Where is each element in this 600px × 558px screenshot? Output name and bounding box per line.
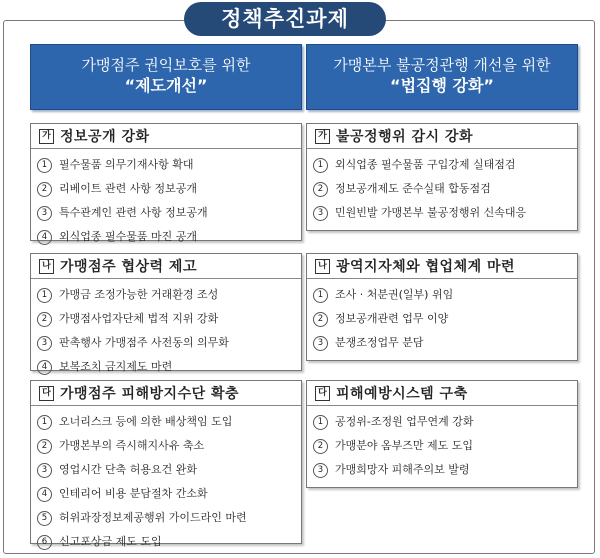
right-header — [306, 44, 578, 110]
circled-number: 3 — [37, 463, 52, 478]
circled-number: 4 — [37, 360, 52, 375]
section-head — [31, 381, 301, 406]
page-title: 정책추진과제 — [184, 2, 386, 36]
item-text: 판촉행사 가맹점주 사전동의 의무화 — [59, 336, 229, 349]
list-item — [37, 410, 301, 434]
list-item — [37, 458, 301, 482]
item-list — [307, 406, 577, 482]
item-list — [31, 279, 301, 379]
item-text: 가맹점사업자단체 법적 지위 강화 — [59, 312, 219, 325]
list-item — [313, 434, 577, 458]
item-text: 필수물품 의무기재사항 확대 — [59, 158, 194, 171]
item-text: 보복조치 금지제도 마련 — [59, 360, 173, 373]
item-text: 오너리스크 등에 의한 배상책임 도입 — [59, 415, 233, 428]
item-text: 영업시간 단축 허용요건 완화 — [59, 463, 198, 476]
list-item — [37, 153, 301, 177]
item-text: 신고포상금 제도 도입 — [59, 535, 162, 548]
item-list — [307, 149, 577, 225]
left-header — [30, 44, 302, 110]
circled-number: 1 — [37, 288, 52, 303]
left-section-ga — [30, 123, 302, 241]
section-head — [307, 254, 577, 279]
left-header-line2: “제도개선” — [124, 76, 208, 95]
right-section-na — [306, 253, 578, 361]
section-badge: 가 — [39, 129, 54, 144]
list-item — [313, 307, 577, 331]
circled-number: 3 — [37, 336, 52, 351]
list-item — [37, 331, 301, 355]
list-item — [37, 201, 301, 225]
circled-number: 1 — [37, 158, 52, 173]
circled-number: 2 — [313, 439, 328, 454]
circled-number: 2 — [313, 312, 328, 327]
list-item — [37, 283, 301, 307]
item-text: 가맹분야 옴부즈만 제도 도입 — [335, 439, 474, 452]
list-item — [313, 177, 577, 201]
section-title: 광역지자체와 협업체계 마련 — [336, 259, 516, 275]
item-text: 정보공개제도 준수실태 합동점검 — [335, 182, 491, 195]
list-item — [37, 434, 301, 458]
circled-number: 2 — [37, 312, 52, 327]
section-badge: 나 — [315, 259, 330, 274]
item-list — [31, 406, 301, 554]
item-text: 정보공개관련 업무 이양 — [335, 312, 449, 325]
item-text: 분쟁조정업무 분담 — [335, 336, 424, 349]
list-item — [313, 458, 577, 482]
item-text: 리베이트 관련 사항 정보공개 — [59, 182, 198, 195]
section-badge: 나 — [39, 259, 54, 274]
list-item — [37, 355, 301, 379]
section-title: 피해예방시스템 구축 — [336, 386, 468, 402]
right-header-line2: “법집행 강화” — [390, 76, 494, 95]
section-head — [307, 124, 577, 149]
circled-number: 1 — [313, 415, 328, 430]
list-item — [37, 307, 301, 331]
item-text: 인테리어 비용 분담절차 간소화 — [59, 487, 208, 500]
left-header-line1: 가맹점주 권익보호를 위한 — [81, 56, 251, 74]
list-item — [37, 225, 301, 249]
circled-number: 3 — [313, 463, 328, 478]
left-section-na — [30, 253, 302, 371]
list-item — [37, 482, 301, 506]
item-text: 특수관계인 관련 사항 정보공개 — [59, 206, 208, 219]
item-list — [307, 279, 577, 355]
section-title: 불공정행위 감시 강화 — [336, 129, 473, 145]
item-text: 조사 · 처분권(일부) 위임 — [335, 288, 454, 301]
section-badge: 다 — [315, 386, 330, 401]
item-text: 민원빈발 가맹본부 불공정행위 신속대응 — [335, 206, 527, 219]
item-text: 가맹희망자 피해주의보 발령 — [335, 463, 470, 476]
circled-number: 3 — [313, 206, 328, 221]
section-head — [31, 124, 301, 149]
section-title: 가맹점주 피해방지수단 확충 — [60, 386, 240, 402]
item-text: 외식업종 필수물품 구입강제 실태점검 — [335, 158, 516, 171]
circled-number: 2 — [37, 439, 52, 454]
list-item — [313, 331, 577, 355]
item-text: 가맹금 조정가능한 거래환경 조성 — [59, 288, 219, 301]
section-badge: 다 — [39, 386, 54, 401]
circled-number: 1 — [37, 415, 52, 430]
item-text: 허위과장정보제공행위 가이드라인 마련 — [59, 511, 247, 524]
section-head — [31, 254, 301, 279]
left-column — [30, 44, 302, 110]
item-text: 가맹본부의 즉시해지사유 축소 — [59, 439, 205, 452]
list-item — [313, 410, 577, 434]
list-item — [313, 201, 577, 225]
circled-number: 4 — [37, 230, 52, 245]
left-section-da — [30, 380, 302, 548]
item-list — [31, 149, 301, 249]
circled-number: 1 — [313, 288, 328, 303]
right-column — [306, 44, 578, 110]
section-head — [307, 381, 577, 406]
item-text: 외식업종 필수물품 마진 공개 — [59, 230, 198, 243]
circled-number: 5 — [37, 511, 52, 526]
list-item — [37, 530, 301, 554]
right-header-line1: 가맹본부 불공정관행 개선을 위한 — [333, 56, 551, 74]
list-item — [313, 283, 577, 307]
section-title: 가맹점주 협상력 제고 — [60, 259, 197, 275]
section-title: 정보공개 강화 — [60, 129, 150, 145]
right-section-da — [306, 380, 578, 488]
circled-number: 2 — [37, 182, 52, 197]
right-section-ga — [306, 123, 578, 231]
circled-number: 2 — [313, 182, 328, 197]
circled-number: 4 — [37, 487, 52, 502]
circled-number: 3 — [313, 336, 328, 351]
section-badge: 가 — [315, 129, 330, 144]
circled-number: 6 — [37, 535, 52, 550]
list-item — [37, 177, 301, 201]
circled-number: 1 — [313, 158, 328, 173]
item-text: 공정위-조정원 업무연계 강화 — [335, 415, 474, 428]
circled-number: 3 — [37, 206, 52, 221]
list-item — [313, 153, 577, 177]
list-item — [37, 506, 301, 530]
